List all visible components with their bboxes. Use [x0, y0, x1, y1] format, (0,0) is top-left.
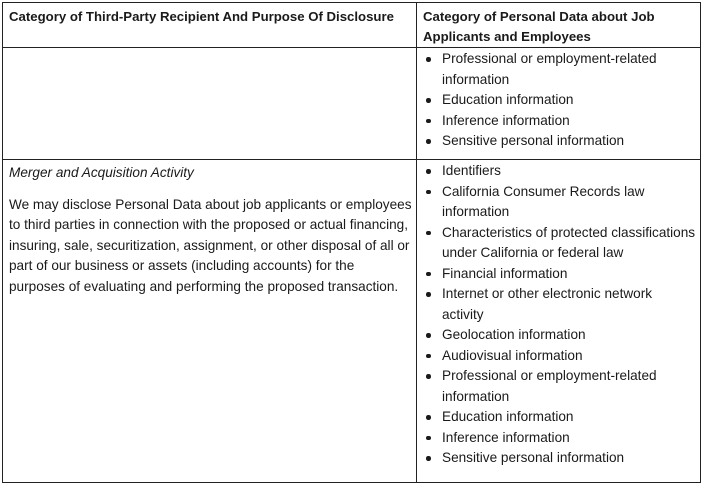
list-item: California Consumer Records law information [442, 182, 696, 223]
disclosure-description: We may disclose Personal Data about job applicants or employees to third parties in connection with the proposed or actual financing, insuring, sale, securitization, assignment, or other disposal of all or part of our business or assets (including accounts) for the purposes of evaluating and performing the proposed transaction. [9, 196, 412, 294]
list-item: Education information [442, 90, 696, 111]
list-item: Audiovisual information [442, 346, 696, 367]
recipient-category-title: Merger and Acquisition Activity [9, 165, 194, 180]
table-header-row [3, 3, 701, 48]
disclosure-table [2, 2, 701, 483]
header-personal-data-category: Category of Personal Data about Job Applicants and Employees [417, 3, 701, 48]
table-row [3, 48, 701, 160]
table-row [3, 160, 701, 483]
personal-data-list [420, 49, 696, 152]
list-item: Sensitive personal information [442, 448, 696, 469]
list-item: Financial information [442, 264, 696, 285]
personal-data-cell [417, 160, 701, 483]
list-item: Inference information [442, 428, 696, 449]
list-item: Education information [442, 407, 696, 428]
personal-data-cell [417, 48, 701, 160]
personal-data-list [420, 161, 696, 469]
list-item: Sensitive personal information [442, 131, 696, 152]
list-item: Professional or employment-related information [442, 366, 696, 407]
recipient-cell-empty [3, 48, 417, 160]
list-item: Identifiers [442, 161, 696, 182]
list-item: Internet or other electronic network activity [442, 284, 696, 325]
recipient-cell [3, 160, 417, 483]
list-item: Professional or employment-related information [442, 49, 696, 90]
list-item: Characteristics of protected classifications under California or federal law [442, 223, 696, 264]
header-recipient-category: Category of Third-Party Recipient And Purpose Of Disclosure [3, 3, 417, 48]
list-item: Geolocation information [442, 325, 696, 346]
list-item: Inference information [442, 111, 696, 132]
